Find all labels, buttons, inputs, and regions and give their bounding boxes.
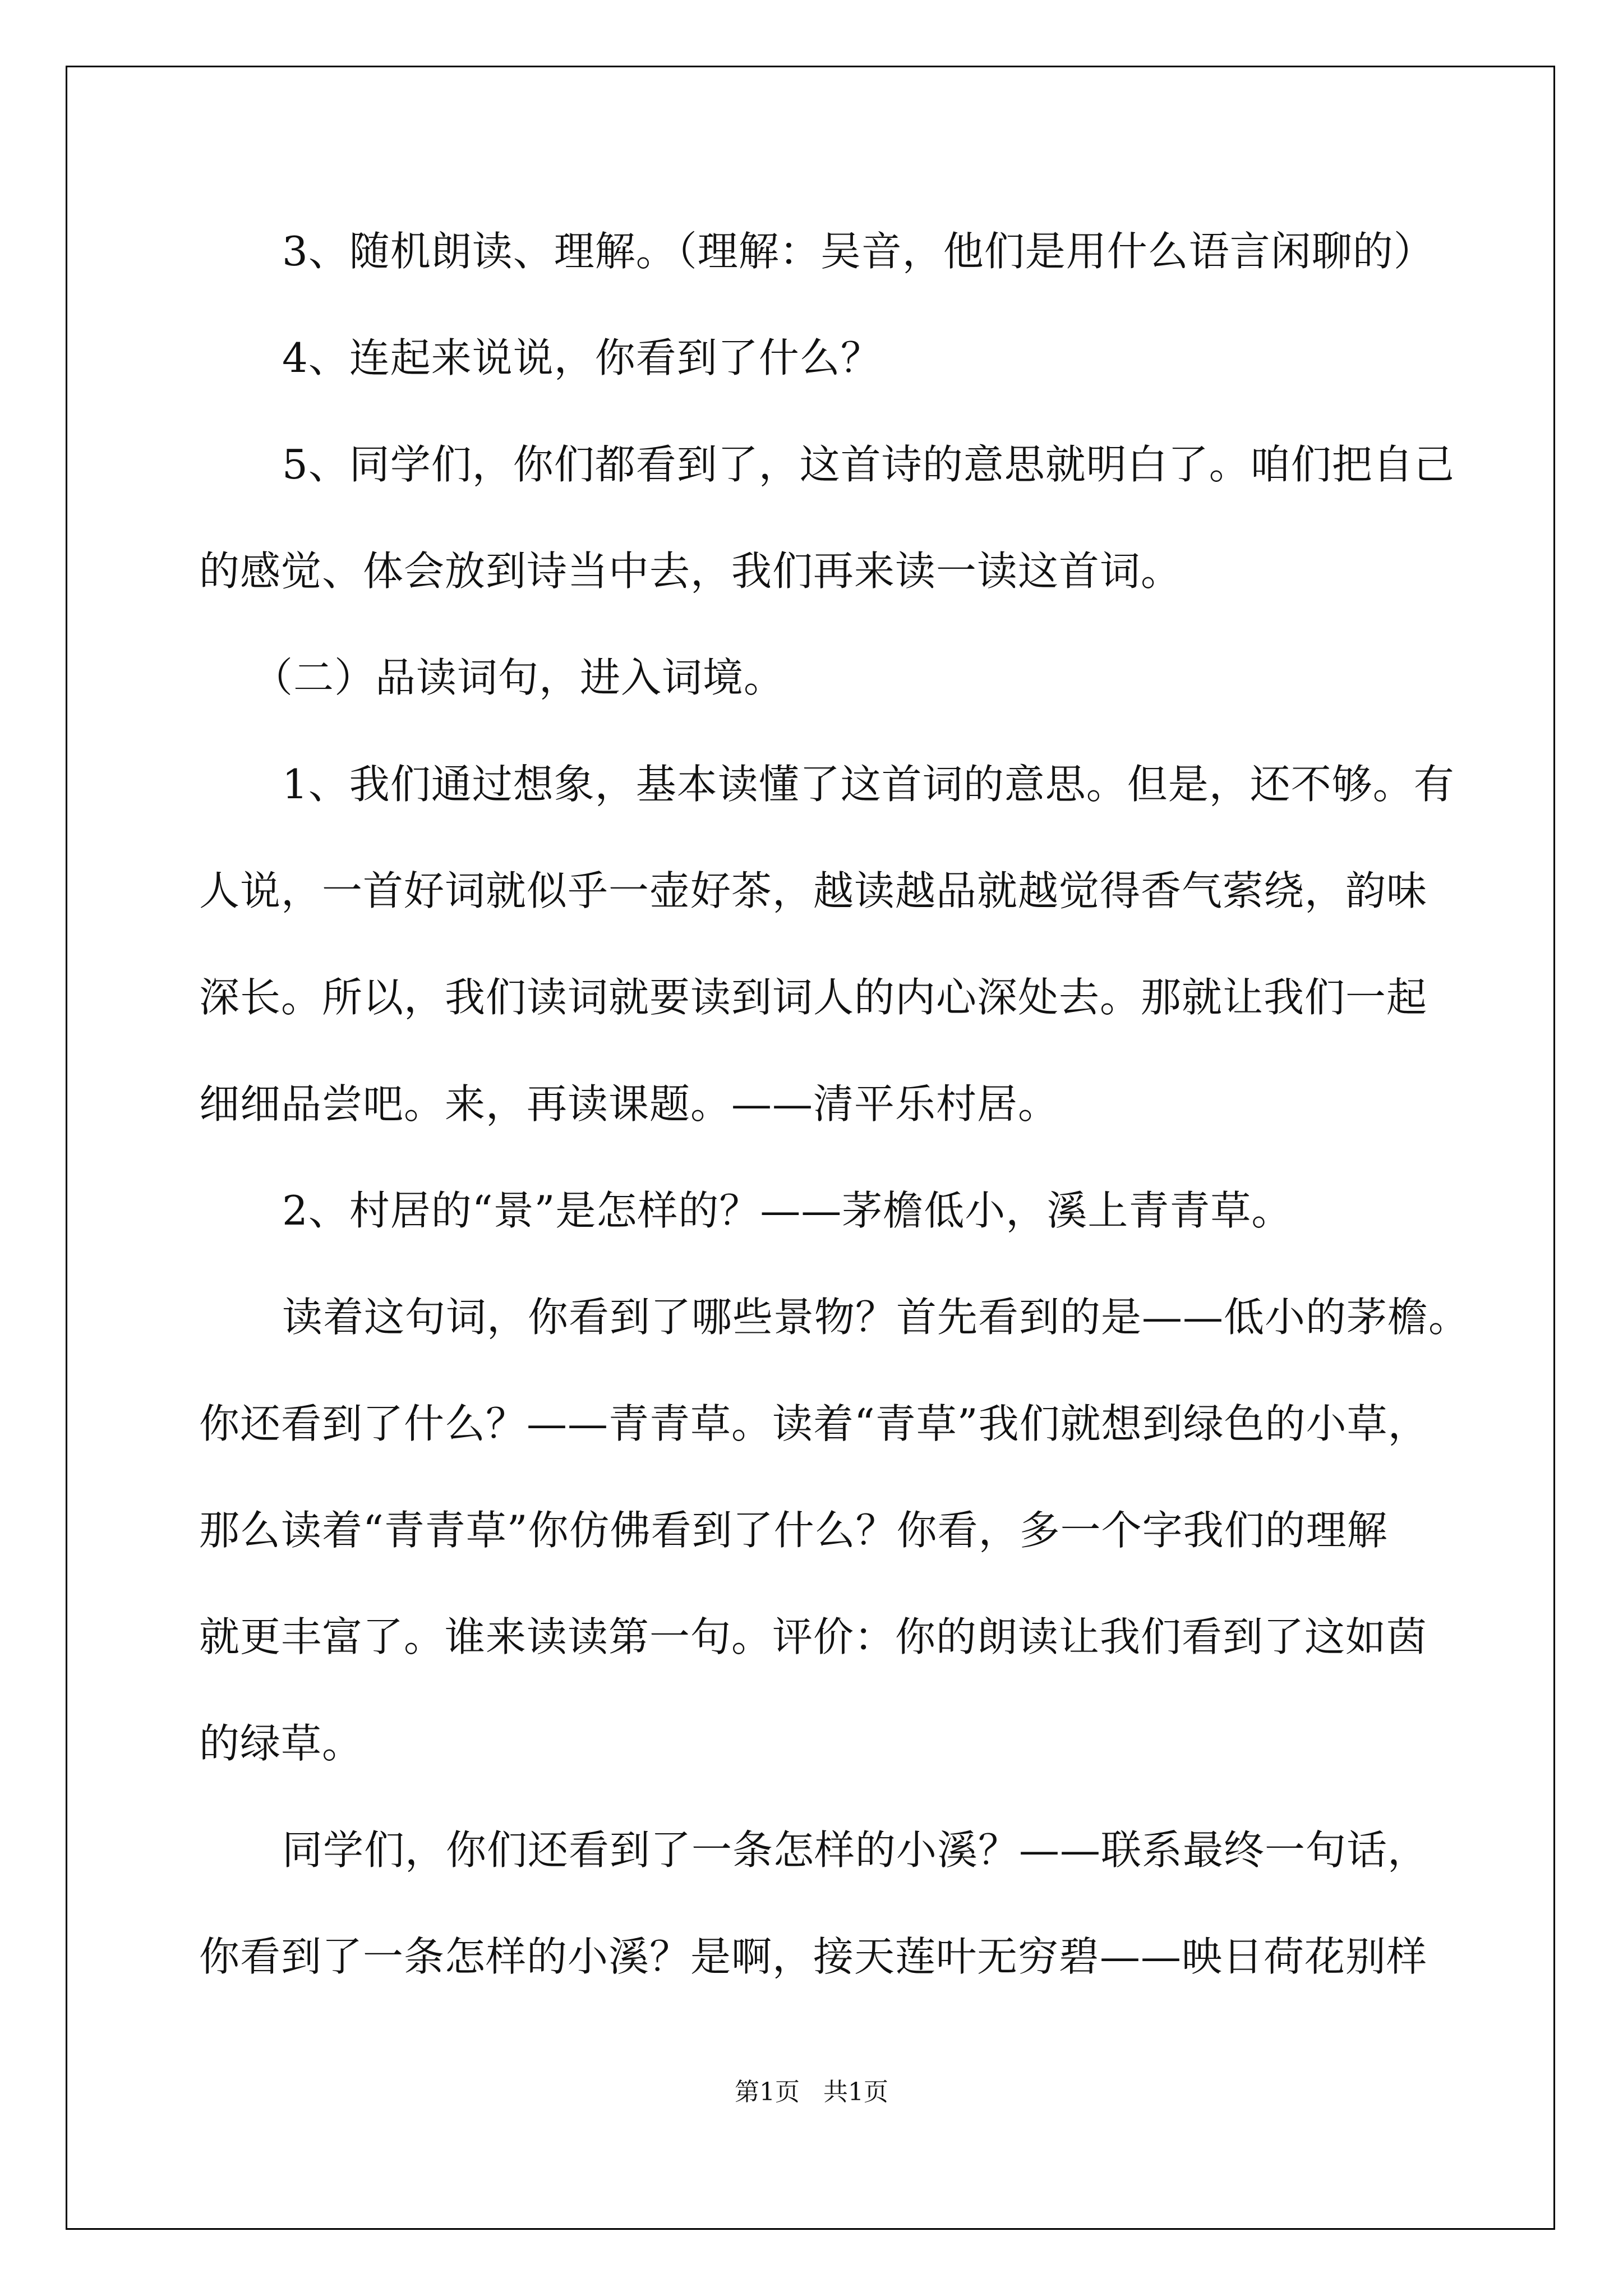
paragraph-line: 细细品尝吧。来，再读课题。——清平乐村居。: [199, 1080, 1059, 1128]
paragraph-line: 那么读着“青青草”你仿佛看到了什么？你看，多一个字我们的理解: [199, 1507, 1388, 1554]
paragraph-line: 就更丰富了。谁来读读第一句。评价：你的朗读让我们看到了这如茵: [199, 1613, 1428, 1660]
paragraph-line: 的绿草。: [199, 1720, 363, 1767]
paragraph-line: 深长。所以，我们读词就要读到词人的内心深处去。那就让我们一起: [199, 974, 1428, 1021]
paragraph-line: 读着这句词，你看到了哪些景物？首先看到的是——低小的茅檐。: [282, 1294, 1470, 1341]
paragraph-line: 4、连起来说说，你看到了什么？: [282, 334, 882, 381]
paragraph-line: 的感觉、体会放到诗当中去，我们再来读一读这首词。: [199, 547, 1182, 595]
paragraph-line: 5、同学们，你们都看到了，这首诗的意思就明白了。咱们把自己: [282, 441, 1455, 488]
paragraph-line: 2、村居的“景”是怎样的？——茅檐低小，溪上青青草。: [282, 1187, 1293, 1234]
paragraph-line: 1、我们通过想象，基本读懂了这首词的意思。但是，还不够。有: [282, 761, 1455, 808]
paragraph-line: 你还看到了什么？——青青草。读着“青草”我们就想到绿色的小草，: [199, 1400, 1429, 1447]
page-number-footer: 第1页 共1页: [735, 2078, 888, 2106]
section-heading: （二）品读词句，进入词境。: [252, 654, 785, 701]
paragraph-line: 人说，一首好词就似乎一壶好茶，越读越品就越觉得香气萦绕，韵味: [199, 867, 1428, 914]
paragraph-line: 同学们，你们还看到了一条怎样的小溪？——联系最终一句话，: [282, 1826, 1429, 1874]
paragraph-line: 你看到了一条怎样的小溪？是啊，接天莲叶无穷碧——映日荷花别样: [199, 1933, 1428, 1980]
paragraph-line: 3、随机朗读、理解。（理解：吴音，他们是用什么语言闲聊的）: [282, 228, 1435, 275]
page-border: [66, 66, 1555, 2230]
